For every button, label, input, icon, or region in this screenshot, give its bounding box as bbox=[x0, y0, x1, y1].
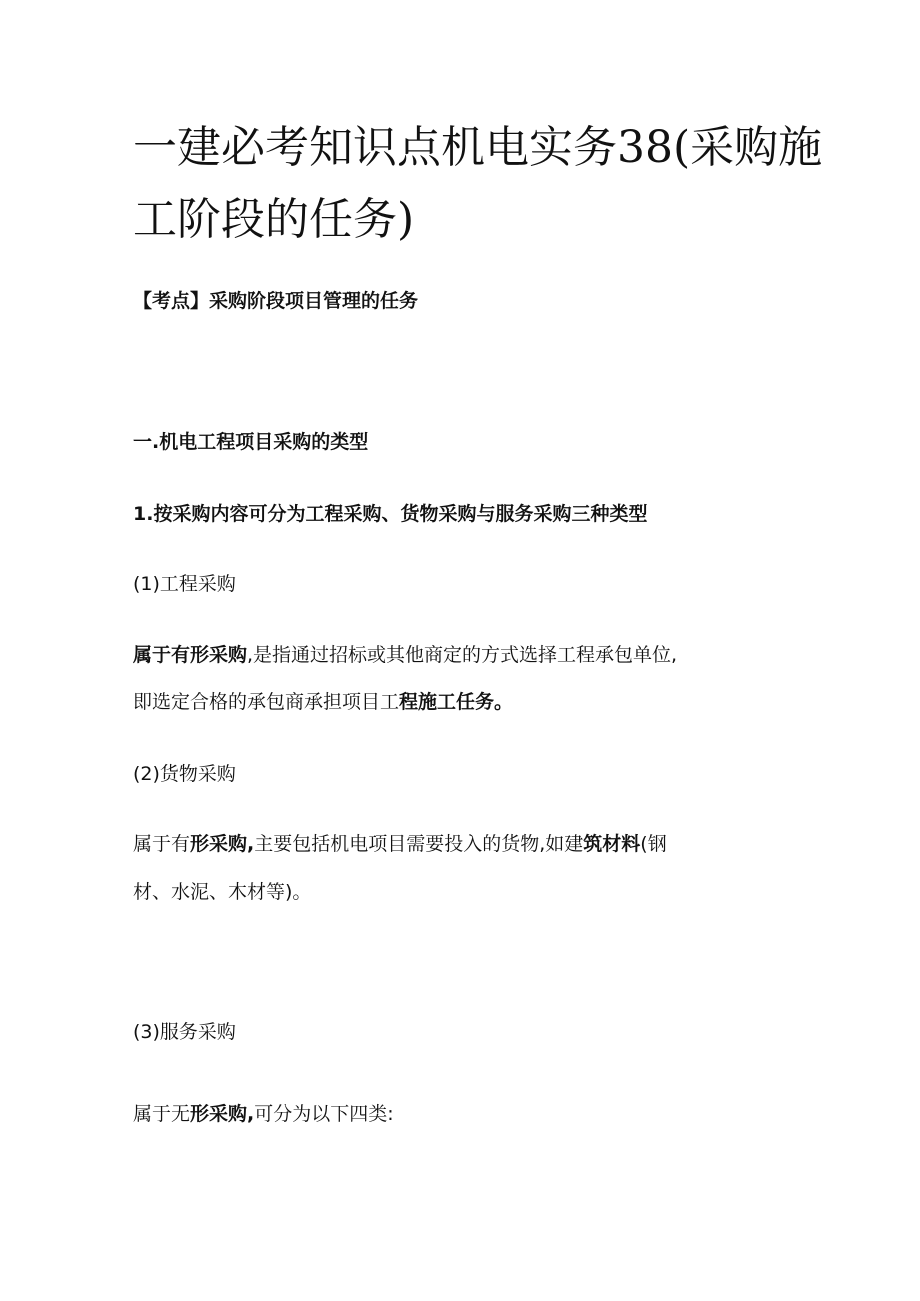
item2-line1-bold-materials: 筑材料 bbox=[583, 833, 641, 855]
item-heading-services: (3)服务采购 bbox=[133, 1021, 236, 1043]
document-title: 一建必考知识点机电实务38(采购施工阶段的任务) bbox=[133, 122, 823, 245]
item2-paragraph-line1 bbox=[133, 830, 667, 858]
item3-paragraph-line1 bbox=[133, 1100, 394, 1128]
item-heading-engineering: (1)工程采购 bbox=[133, 573, 236, 595]
item2-line1-e: (钢 bbox=[640, 833, 667, 855]
item1-line2-bold: 程施工任务。 bbox=[399, 691, 514, 713]
item1-bold-term: 属于有形采购 bbox=[133, 644, 248, 666]
item1-line1-text: ,是指通过招标或其他商定的方式选择工程承包单位, bbox=[247, 644, 678, 666]
item3-line1-a: 属于无 bbox=[133, 1103, 191, 1125]
item2-line1-a: 属于有 bbox=[133, 833, 191, 855]
item2-paragraph-line2: 材、水泥、木材等)。 bbox=[133, 881, 312, 903]
item1-line2-text: 即选定合格的承包商承担项目工 bbox=[133, 691, 400, 713]
item1-paragraph-line1 bbox=[133, 641, 677, 669]
kaodian-heading: 【考点】采购阶段项目管理的任务 bbox=[133, 290, 419, 312]
item-heading-goods: (2)货物采购 bbox=[133, 763, 236, 785]
item2-line1-bold: 形采购, bbox=[190, 833, 255, 855]
item3-line1-bold: 形采购, bbox=[190, 1103, 255, 1125]
item2-line1-c: 主要包括机电项目需要投入的货物,如建 bbox=[254, 833, 584, 855]
section-heading-one: 一.机电工程项目采购的类型 bbox=[133, 431, 369, 453]
item3-line1-c: 可分为以下四类: bbox=[254, 1103, 394, 1125]
subsection-heading-one: 1.按采购内容可分为工程采购、货物采购与服务采购三种类型 bbox=[133, 503, 648, 525]
item1-paragraph-line2 bbox=[133, 688, 513, 716]
